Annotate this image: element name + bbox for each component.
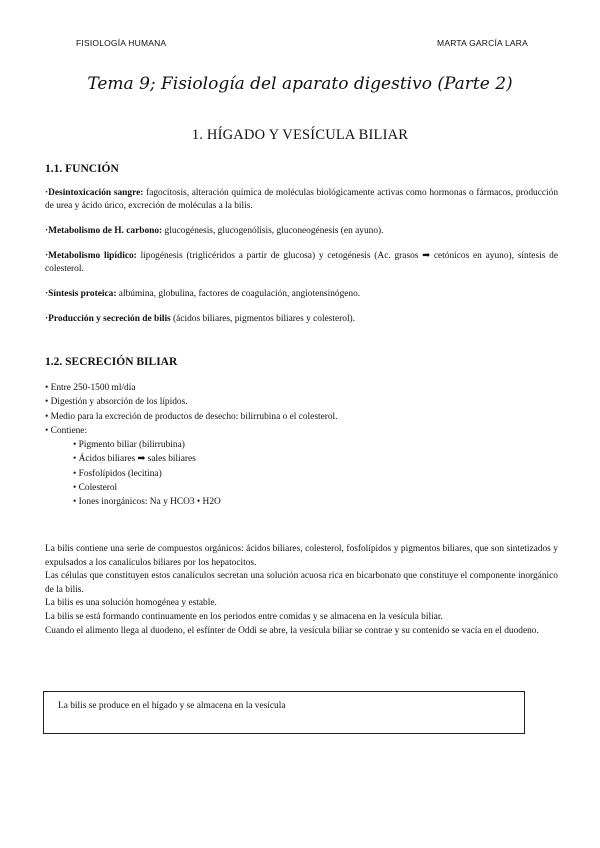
paragraph-line: Las células que constituyen estos canalículos secretan una solución acuosa rica en bicarbonato que constituye el componente inorgánico de la bilis.	[45, 571, 558, 595]
header-right: MARTA GARCÍA LARA	[437, 38, 528, 48]
list-item: • Contiene:	[45, 425, 88, 436]
sub-list-item: • Ácidos biliares ➡ sales biliares	[73, 454, 196, 465]
funcion-item	[45, 225, 558, 238]
funcion-heading: 1.1. FUNCIÓN	[45, 163, 119, 175]
list-item: • Digestión y absorción de los lípidos.	[45, 397, 188, 408]
sub-list-item: • Colesterol	[73, 483, 118, 494]
funcion-item-text: albúmina, globulina, factores de coagulación, angiotensinógeno.	[116, 289, 361, 299]
section-title: 1. HÍGADO Y VESÍCULA BILIAR	[191, 127, 409, 143]
header-left: FISIOLOGÍA HUMANA	[76, 38, 167, 48]
summary-box-text: La bilis se produce en el hígado y se almacena en la vesícula	[58, 701, 286, 711]
paragraph-line: La bilis contiene una serie de compuestos orgánicos: ácidos biliares, colesterol, fosfolípidos y pigmentos biliares, que son sintetizados y expulsados a los canalículos biliares por los hepatocitos.	[45, 544, 558, 568]
funcion-item-label: ·Metabolismo lipídico:	[45, 251, 137, 261]
list-item: • Entre 250-1500 ml/día	[45, 383, 136, 393]
funcion-item-text: lipogénesis (triglicéridos a partir de glucosa) y cetogénesis (Ac. grasos ➡ cetónicos en ayuno), síntesis de colesterol.	[45, 251, 558, 275]
funcion-item-text: (ácidos biliares, pigmentos biliares y colesterol).	[170, 314, 356, 324]
sub-list-item: • Iones inorgánicos: Na y HCO3 • H2O	[73, 497, 221, 508]
secrecion-list	[45, 381, 558, 510]
paragraph-line: Cuando el alimento llega al duodeno, el esfínter de Oddi se abre, la vesícula biliar se contrae y su contenido se vacía en el duodeno.	[45, 625, 539, 636]
funcion-item	[45, 288, 558, 301]
paragraph-line: La bilis es una solución homogénea y estable.	[45, 598, 217, 609]
funcion-item	[45, 313, 558, 326]
funcion-item-text: glucogénesis, glucogenólisis, gluconeogénesis (en ayuno).	[162, 226, 384, 236]
funcion-item-label: ·Desintoxicación sangre:	[45, 188, 144, 198]
funcion-item-text: fagocitosis, alteración química de moléculas biológicamente activas como hormonas o fármacos, producción de urea y ácido úrico, excreción de moléculas a la bilis.	[45, 188, 559, 212]
funcion-item-label: ·Producción y secreción de bilis	[45, 314, 171, 324]
funcion-item-label: ·Metabolismo de H. carbono:	[45, 226, 163, 236]
bilis-paragraph	[45, 543, 558, 638]
list-item: • Medio para la excreción de productos de desecho: bilirrubina o el colesterol.	[45, 411, 338, 422]
funcion-item	[45, 250, 558, 276]
page-title: Tema 9; Fisiología del aparato digestivo (Parte 2)	[87, 74, 513, 94]
funcion-item-label: ·Síntesis proteica:	[45, 289, 117, 299]
funcion-item	[45, 187, 558, 213]
sub-list-item: • Pigmento biliar (bilirrubina)	[73, 440, 185, 451]
secrecion-heading: 1.2. SECRECIÓN BILIAR	[45, 356, 178, 368]
paragraph-line: La bilis se está formando continuamente en los periodos entre comidas y se almacena en la vesícula biliar.	[45, 611, 443, 622]
sub-list-item: • Fosfolípidos (lecitina)	[73, 468, 162, 479]
summary-box	[43, 691, 525, 734]
